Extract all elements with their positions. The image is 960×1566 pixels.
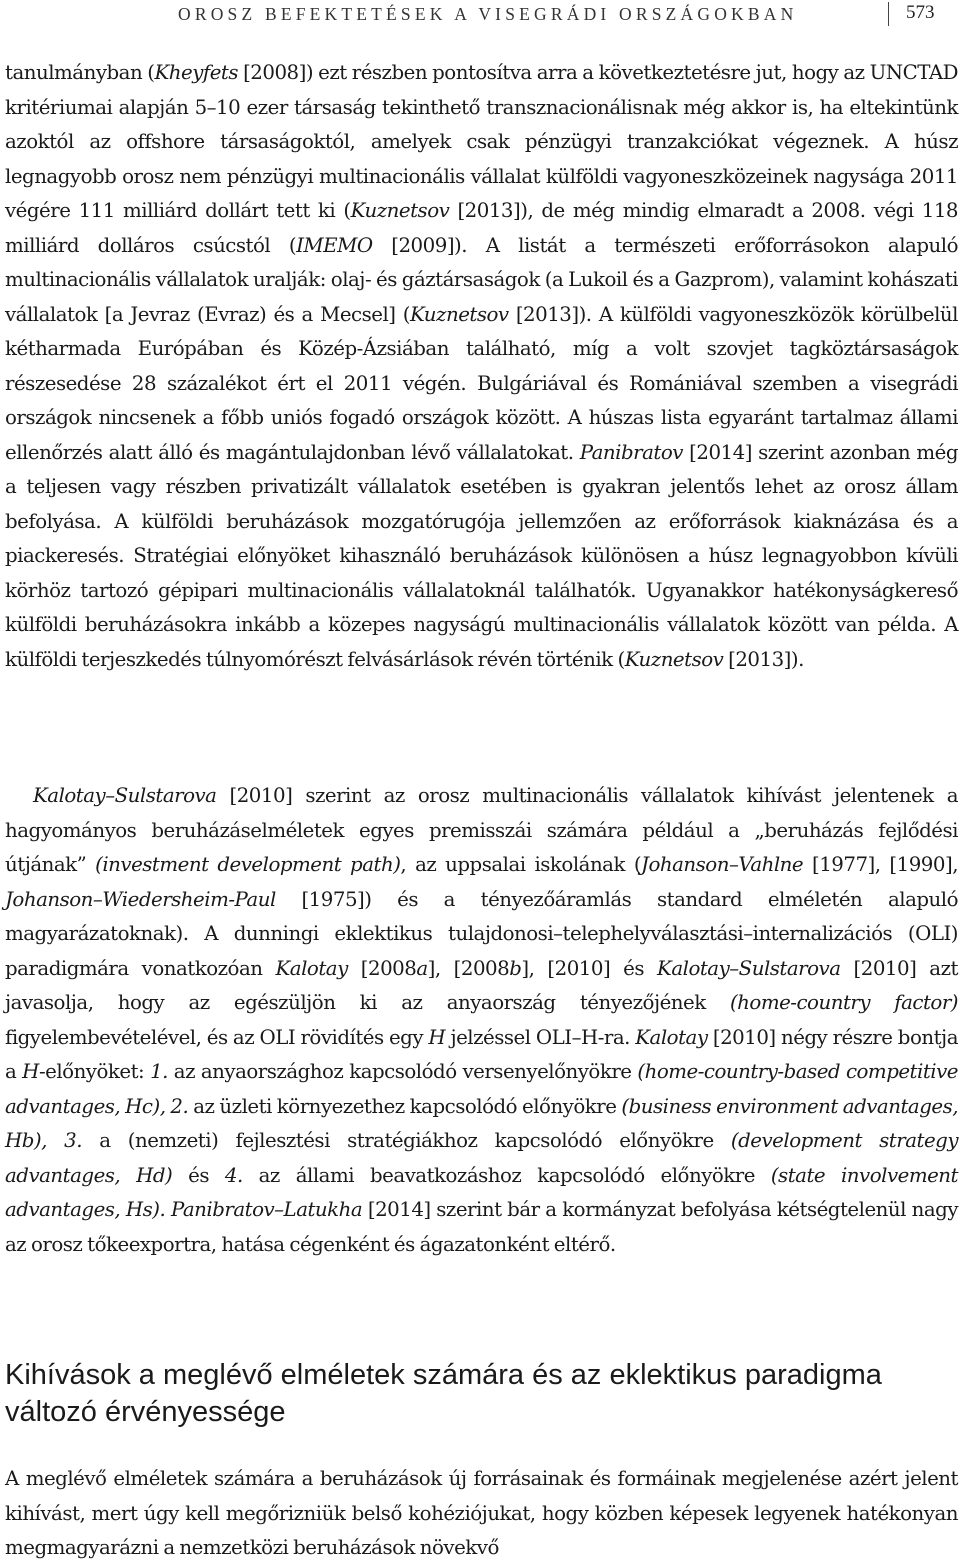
text-run: az állami beavatkozáshoz kapcsolódó előnyökre <box>242 1163 771 1187</box>
italic-run: (home-country-based competitive advantages, Hc), 2. <box>5 1060 958 1118</box>
text-run: [2013]), de még mindig elmaradt a 2008. végi 118 milliárd dolláros csúcstól ( <box>5 199 958 257</box>
body-paragraph-1 <box>5 56 958 677</box>
italic-run: Kalotay <box>635 1025 708 1049</box>
italic-run: Kuznetsov <box>624 647 724 671</box>
text-run: [2013]). A külföldi vagyoneszközök körülbelül kétharmada Európában és Közép-Ázsiában található, míg a volt szovjet tagköztársaságok részesedése 28 százalékot ért el 2011 végén. Bulgáriával és Romániával szemben a visegrádi országok nincsenek a főbb uniós fogadó országok között. A húszas lista egyaránt tartalmaz állami ellenőrzés alatt álló és magántulajdonban lévő vállalatokat. <box>5 302 958 464</box>
italic-run: (home-country factor) <box>729 991 959 1014</box>
italic-run: b <box>509 956 522 980</box>
italic-run: (state involvement advantages, Hs). <box>5 1163 958 1221</box>
italic-run: 1. <box>150 1060 168 1083</box>
italic-run: Kheyfets <box>154 61 239 84</box>
running-header <box>0 0 960 34</box>
body-paragraph-3 <box>5 1462 958 1566</box>
paragraph-text <box>5 779 958 1262</box>
paragraph-text <box>5 56 958 677</box>
text-run: [2010] azt javasolja, hogy az egészüljön ki az anyaország tényezőjének <box>5 956 958 1014</box>
text-run: [2009]). A listát a természeti erőforrásokon alapuló multinacionális vállalatok uralják: olaj- és gáztársaságok (a Lukoil és a Gazprom), valamint kohászati vállalatok [a Jevraz (Evraz) és a Mecsel] ( <box>5 233 958 326</box>
italic-run: Kalotay–Sulstarova <box>657 956 841 980</box>
italic-run: (business environment advantages, Hb), 3. <box>5 1094 959 1152</box>
italic-run: Kuznetsov <box>409 302 509 326</box>
italic-run: Panibratov–Latukha <box>170 1198 363 1221</box>
running-title: OROSZ BEFEKTETÉSEK A VISEGRÁDI ORSZÁGOKBAN <box>178 4 798 24</box>
text-run: [2010] négy részre bontja a <box>5 1025 958 1083</box>
text-run: tanulmányban ( <box>5 61 155 84</box>
italic-run: Kalotay–Sulstarova <box>33 784 217 807</box>
text-run: és <box>172 1163 225 1187</box>
text-run: ], [2008 <box>427 956 510 980</box>
italic-run: 4. <box>224 1163 243 1187</box>
text-run: az anyaországhoz kapcsolódó versenyelőnyökre <box>167 1060 638 1083</box>
italic-run: Johanson–Wiedersheim-Paul <box>5 887 276 911</box>
italic-run: IMEMO <box>296 233 373 257</box>
text-run: , az uppsalai iskolának ( <box>400 853 642 876</box>
header-divider <box>888 2 889 26</box>
text-run: [2014] szerint bár a kormányzat befolyása kétségtelenül nagy az orosz tőkeexportra, hatása cégenként és ágazatonként eltérő. <box>5 1198 958 1256</box>
italic-run: H <box>22 1060 39 1083</box>
italic-run: (development strategy advantages, Hd) <box>5 1129 959 1187</box>
italic-run: H <box>428 1025 446 1049</box>
italic-run: Panibratov <box>579 440 683 464</box>
text-run: [2010] szerint az orosz multinacionális vállalatok kihívást jelentenek a hagyományos beruházáselméletek egyes premisszái számára például a „beruházás fejlődési útjának” <box>5 784 958 876</box>
body-paragraph-2 <box>5 779 958 1262</box>
italic-run: a <box>416 956 428 980</box>
text-run: a (nemzeti) fejlesztési stratégiákhoz kapcsolódó előnyökre <box>82 1129 731 1152</box>
italic-run: Kuznetsov <box>350 199 450 222</box>
text-run: [2008 <box>347 956 417 980</box>
italic-run: (investment development path) <box>95 853 401 876</box>
text-run: [2014] szerint azonban még a teljesen vagy részben privatizált vállalatok esetében is gyakran jelentős lehet az orosz állam befolyása. A külföldi beruházások mozgatórugója jellemzően az erőforrások kiaknázása és a piackeresés. Stratégiai előnyöket kihasználó beruházások különösen a húsz legnagyobbon kívüli körhöz tartozó gépipari multinacionális vállalatoknál találhatók. Ugyanakkor hatékonyságkereső külföldi beruházásokra inkább a közepes nagyságú multinacionális vállalatok között van példa. A külföldi terjeszkedés túlnyomórészt felvásárlások révén történik ( <box>5 440 959 671</box>
section-heading: Kihívások a meglévő elméletek számára és az eklektikus paradigma változó érvényessége <box>5 1359 882 1428</box>
text-run: jelzéssel OLI–H-ra. <box>445 1025 636 1049</box>
text-run: A meglévő elméletek számára a beruházások új forrásainak és formáinak megjelenése azért jelent kihívást, mert úgy kell megőrizniük belső kohéziójukat, hogy közben képesek legyenek hatékonyan megmagyarázni a nemzetközi beruházások növekvő <box>5 1467 958 1559</box>
paragraph-text <box>5 1462 958 1566</box>
text-run: figyelembevételével, és az OLI rövidítés egy <box>5 1025 429 1049</box>
text-run: [2013]). <box>723 647 804 671</box>
text-run: az üzleti környezethez kapcsolódó előnyökre <box>188 1094 622 1118</box>
text-run: [1977], [1990], <box>803 853 958 876</box>
text-run: ], [2010] és <box>521 956 658 980</box>
italic-run: Kalotay <box>275 956 348 980</box>
text-run: [1975]) és a tényezőáramlás standard elméletén alapuló magyarázatoknak). A dunningi eklektikus tulajdonosi–telephelyválasztási–internalizációs (OLI) paradigmára vonatkozóan <box>5 887 958 980</box>
italic-run: Johanson–Vahlne <box>641 853 804 876</box>
text-run: -előnyöket: <box>38 1060 151 1083</box>
page-number: 573 <box>906 2 935 23</box>
text-run: [2008]) ezt részben pontosítva arra a következtetésre jut, hogy az UNCTAD kritériumai alapján 5–10 ezer társaság tekinthető transznacionálisnak még akkor is, ha eltekintünk azoktól az offshore társaságoktól, amelyek csak pénzügyi tranzakciókat végeznek. A húsz legnagyobb orosz nem pénzügyi multinacionális vállalat külföldi vagyoneszközeinek nagysága 2011 végére 111 milliárd dollárt tett ki ( <box>5 61 959 222</box>
